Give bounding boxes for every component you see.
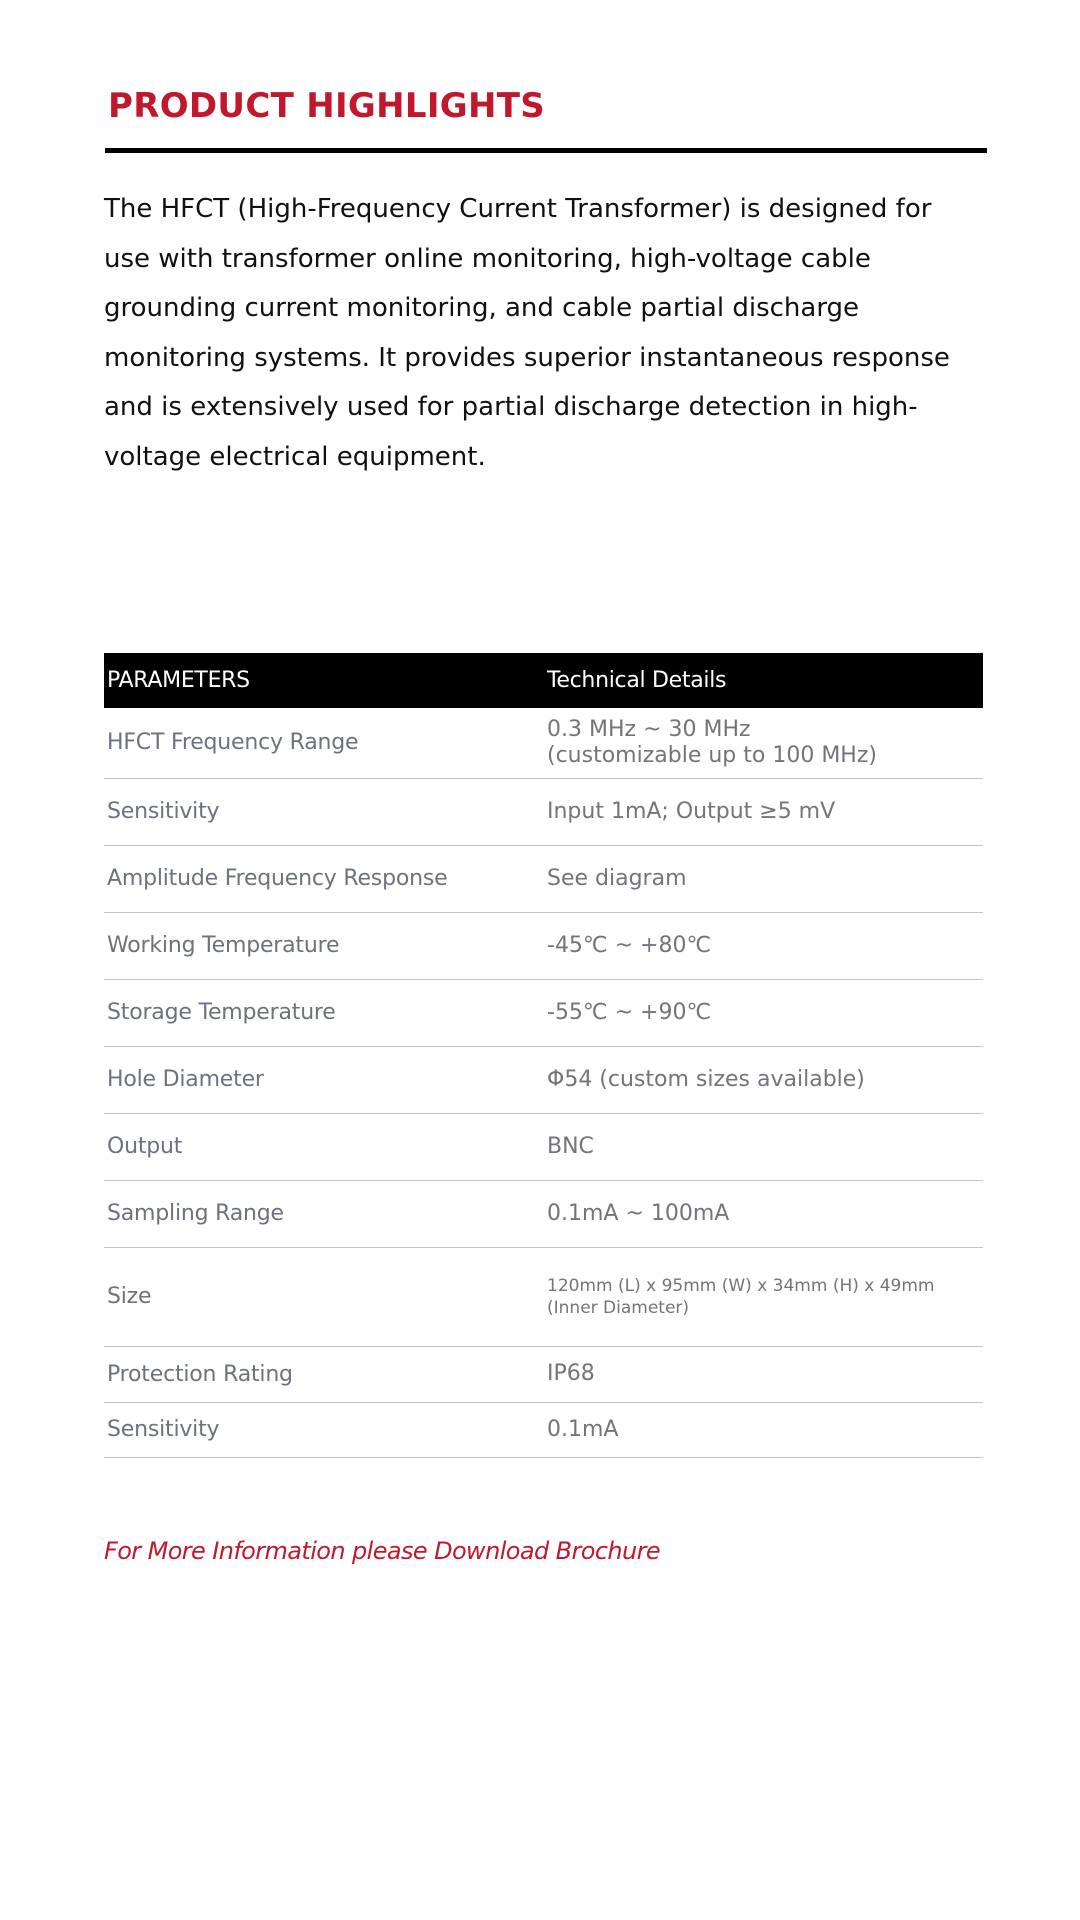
header-parameters: PARAMETERS [104, 653, 544, 708]
detail-amplitude-frequency-response: See diagram [544, 845, 983, 912]
detail-sampling-range: 0.1mA ~ 100mA [544, 1180, 983, 1247]
table-row [104, 845, 983, 912]
param-working-temperature: Working Temperature [104, 912, 544, 979]
param-amplitude-frequency-response: Amplitude Frequency Response [104, 845, 544, 912]
table-row [104, 1402, 983, 1457]
param-sensitivity-min: Sensitivity [104, 1402, 544, 1457]
specifications-table [104, 653, 983, 1458]
table-row [104, 1247, 983, 1346]
param-protection-rating: Protection Rating [104, 1346, 544, 1402]
table-row [104, 1180, 983, 1247]
intro-paragraph: The HFCT (High-Frequency Current Transformer) is designed for use with transformer online monitoring, high-voltage cable grounding current monitoring, and cable partial discharge monitoring systems. It provides superior instantaneous response and is extensively used for partial discharge detection in high-voltage electrical equipment. [104, 194, 950, 472]
param-size: Size [104, 1247, 544, 1346]
table-header-row [104, 653, 983, 708]
detail-protection-rating: IP68 [544, 1346, 983, 1402]
heading-divider [105, 148, 987, 153]
table-row [104, 1346, 983, 1402]
detail-sensitivity: Input 1mA; Output ≥5 mV [544, 778, 983, 845]
table-row [104, 979, 983, 1046]
table-row [104, 708, 983, 778]
detail-sensitivity-min: 0.1mA [544, 1402, 983, 1457]
table-row [104, 778, 983, 845]
table-row [104, 1046, 983, 1113]
detail-size: 120mm (L) x 95mm (W) x 34mm (H) x 49mm (Inner Diameter) [544, 1247, 983, 1346]
param-output: Output [104, 1113, 544, 1180]
detail-working-temperature: -45℃ ~ +80℃ [544, 912, 983, 979]
table-row [104, 912, 983, 979]
header-technical-details: Technical Details [544, 653, 983, 708]
detail-hole-diameter: Φ54 (custom sizes available) [544, 1046, 983, 1113]
detail-frequency-range: 0.3 MHz ~ 30 MHz (customizable up to 100 MHz) [544, 708, 983, 778]
table-row [104, 1113, 983, 1180]
detail-storage-temperature: -55℃ ~ +90℃ [544, 979, 983, 1046]
param-storage-temperature: Storage Temperature [104, 979, 544, 1046]
param-frequency-range: HFCT Frequency Range [104, 708, 544, 778]
download-brochure-link[interactable]: For More Information please Download Brochure [104, 1537, 661, 1565]
section-heading: PRODUCT HIGHLIGHTS [108, 86, 546, 126]
detail-output: BNC [544, 1113, 983, 1180]
param-hole-diameter: Hole Diameter [104, 1046, 544, 1113]
param-sensitivity: Sensitivity [104, 778, 544, 845]
param-sampling-range: Sampling Range [104, 1180, 544, 1247]
